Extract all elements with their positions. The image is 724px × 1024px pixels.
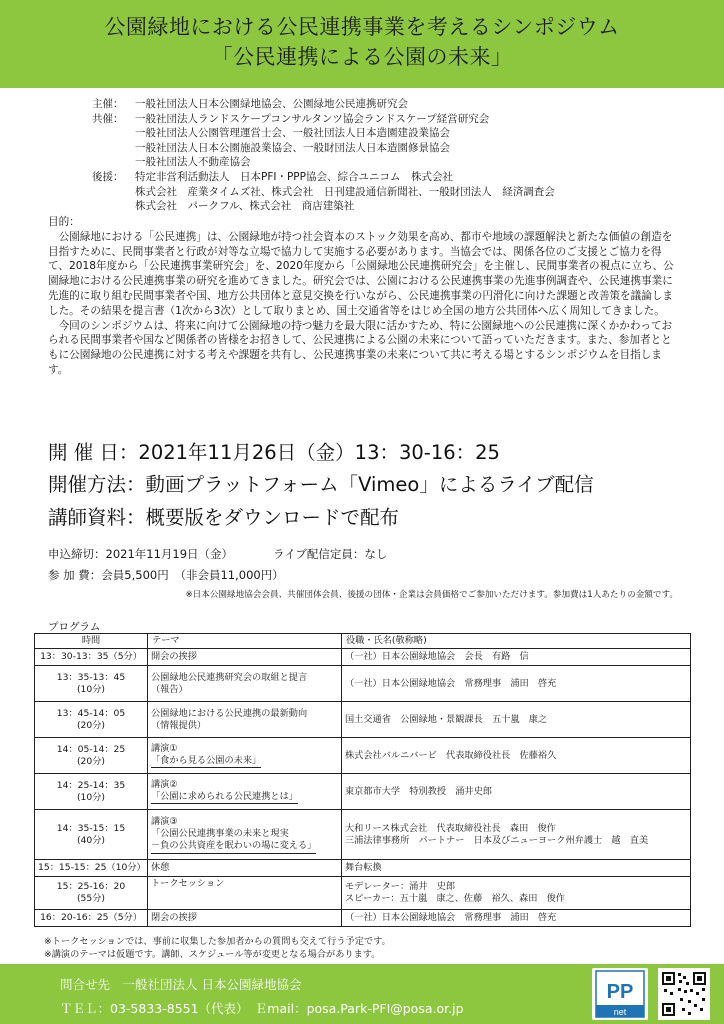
speaker-cell: （一社）日本公園緑地協会 常務理事 浦田 啓充 xyxy=(342,666,691,702)
pp-net-logo-icon xyxy=(592,968,648,1020)
time-cell: 14：25-14：35 (10分) xyxy=(35,774,148,810)
speaker-cell: 大和リース株式会社 代表取締役社長 森田 俊作 三浦法律事務所 パートナー 日本及びニューヨーク州弁護士 越 直美 xyxy=(342,810,691,860)
speaker-cell: （一社）日本公園緑地協会 会長 有路 信 xyxy=(342,649,691,666)
theme-cell: 講演② 「公園に求められる公民連携とは」 xyxy=(148,774,342,810)
col-theme: テーマ xyxy=(148,634,342,649)
purpose-label: 目的： xyxy=(48,216,80,228)
table-header-row xyxy=(35,634,691,649)
col-speaker: 役職・氏名(敬称略) xyxy=(342,634,691,649)
qr-code-icon[interactable] xyxy=(658,968,710,1020)
host-text: 一般社団法人日本公園緑地協会、公園緑地公民連携研究会 xyxy=(135,98,408,110)
table-row xyxy=(35,877,691,910)
purpose-paragraph-1: 公園緑地における「公民連携」は、公園緑地が持つ社会資本のストック効果を高め、都市や地域の課題解決と新たな価値の創造を目指すために、民間事業者と行政が対等な立場で協力して実施する必要があります。当協会では、関係各位のご支援とご協力を得て、2018年度から「公民連携事業研究会」を、2020年度から「公園緑地公民連携研究会」を主催し、民間事業者の視点に立ち、公園緑地における公民連携事業の研究を進めてきました。研究会では、公園における公民連携事業の先進事例調査や、公民連携事業に先進的に取り組む民間事業者や国、地方公共団体と意見交換を行いながら、公民連携事業の円滑化に向けた課題と改善策を議論しました。その結果を提言書（1次から3次）として取りまとめ、国土交通省等をはじめ全国の地方公共団体へ広く周知してきました。 xyxy=(48,230,674,317)
event-date-row xyxy=(48,440,500,466)
theme-cell: トークセッション xyxy=(148,877,342,910)
table-row xyxy=(35,702,691,738)
purpose-section xyxy=(48,215,682,378)
time-cell: 15：25-16：20 (55分) xyxy=(35,877,148,910)
time-cell: 14：05-14：25 (20分) xyxy=(35,738,148,774)
theme-cell: 公園緑地公民連携研究会の取組と提言 （報告） xyxy=(148,666,342,702)
contact-tel-email: ＴＥＬ：03-5833-8551（代表） Ｅmail：posa.Park-PFI@posa.or.jp xyxy=(60,1001,464,1016)
cohost-line: 一般社団法人不動産協会 xyxy=(135,156,251,169)
fee-note: ※日本公園緑地協会会員、共催団体会員、後援の団体・企業は会員価格でご参加いただけます。参加費は1人あたりの金額です。 xyxy=(185,590,678,600)
event-material: 概要版をダウンロードで配布 xyxy=(145,506,400,529)
theme-cell: 開会の挨拶 xyxy=(148,649,342,666)
cohost-line: 一般社団法人公園管理運営士会、一般社団法人日本造園建設業協会 xyxy=(135,127,450,140)
contact-org: 問合せ先 一般社団法人 日本公園緑地協会 xyxy=(60,977,302,992)
theme-cell: 休憩 xyxy=(148,860,342,877)
svg-text:net: net xyxy=(613,1007,627,1017)
time-cell: 16：20-16：25（5分） xyxy=(35,910,148,927)
support-line: 特定非営利活動法人 日本PFI・PPP協会、綜合ユニコム 株式会社 xyxy=(135,170,453,183)
cohost-label: 共催： xyxy=(92,112,124,125)
speaker-cell: モデレーター：涌井 史郎 スピーカー：五十嵐 康之、佐藤 裕久、森田 俊作 xyxy=(342,877,691,910)
theme-cell: 講演③ 「公園公民連携事業の未来と現実 －負の公共資産を眠わいの場に変える」 xyxy=(148,810,342,860)
table-row xyxy=(35,810,691,860)
organizers-block xyxy=(92,97,702,214)
title-banner xyxy=(0,0,724,88)
event-material-label: 講師資料： xyxy=(48,506,146,529)
support-line: 株式会社 パークフル、株式会社 商店建築社 xyxy=(135,200,355,213)
cohost-line: 一般社団法人ランドスケープコンサルタンツ協会ランドスケープ経営研究会 xyxy=(135,112,490,125)
speaker-cell: 国土交通省 公園緑地・景観課長 五十嵐 康之 xyxy=(342,702,691,738)
event-material-row xyxy=(48,505,399,531)
purpose-paragraph-2: 今回のシンポジウムは、将来に向けて公園緑地の持つ魅力を最大限に活かすため、特に公園緑地への公民連携に深くかかわっておられる民間事業者や国など関係者の皆様をお招きして、公民連携による公園の未来について語っていただきます。また、参加者とともに公園緑地の公民連携に対する考えや課題を共有し、公民連携事業の未来について共に考える場とするシンポジウムを目指します。 xyxy=(48,319,673,376)
event-method-row xyxy=(48,472,594,498)
symposium-title: 公園緑地における公民連携事業を考えるシンポジウム xyxy=(104,15,620,39)
table-row xyxy=(35,738,691,774)
speaker-cell: 株式会社バルニバービ 代表取締役社長 佐藤裕久 xyxy=(342,738,691,774)
theme-cell: 閉会の挨拶 xyxy=(148,910,342,927)
table-row xyxy=(35,774,691,810)
table-row xyxy=(35,649,691,666)
footnote: ※講演のテーマは仮題です。講師、スケジュール等が変更となる場合があります。 xyxy=(44,949,381,960)
deadline-row xyxy=(48,546,387,562)
footnote: ※トークセッションでは、事前に収集した参加者からの質問も交えて行う予定です。 xyxy=(44,936,391,947)
program-table xyxy=(34,633,691,927)
host-label: 主催： xyxy=(92,98,124,110)
cohost-line: 一般社団法人日本公園施設業協会、一般財団法人日本造園修景協会 xyxy=(135,141,450,154)
svg-text:PP: PP xyxy=(606,981,634,1003)
event-date: 2021年11月26日（金）13：30-16：25 xyxy=(138,441,500,464)
event-method-label: 開催方法： xyxy=(48,473,146,496)
event-method: 動画プラットフォーム「Vimeo」によるライブ配信 xyxy=(145,473,594,496)
program-title: プログラム xyxy=(48,621,101,633)
contact-footer xyxy=(0,964,724,1024)
time-cell: 13：45-14：05 (20分) xyxy=(35,702,148,738)
table-row xyxy=(35,666,691,702)
table-row xyxy=(35,910,691,927)
speaker-cell: 舞台転換 xyxy=(342,860,691,877)
col-time: 時間 xyxy=(35,634,148,649)
fee: 参 加 費：会員5,500円 （非会員11,000円） xyxy=(48,568,284,582)
time-cell: 13：35-13：45 (10分) xyxy=(35,666,148,702)
symposium-subtitle: 「公民連携による公園の未来」 xyxy=(211,45,513,69)
theme-cell: 公園緑地における公民連携の最新動向 （情報提供） xyxy=(148,702,342,738)
time-cell: 15：15-15：25（10分） xyxy=(35,860,148,877)
event-date-label: 開 催 日： xyxy=(48,441,139,464)
support-line: 株式会社 産業タイムズ社、株式会社 日刊建設通信新聞社、一般財団法人 経済調査会 xyxy=(135,185,555,198)
time-cell: 14：35-15：15 (40分) xyxy=(35,810,148,860)
footnotes xyxy=(44,935,391,961)
capacity: ライブ配信定員：なし xyxy=(273,547,388,561)
speaker-cell: 東京都市大学 特別教授 涌井史郎 xyxy=(342,774,691,810)
table-row xyxy=(35,860,691,877)
time-cell: 13：30-13：35（5分） xyxy=(35,649,148,666)
speaker-cell: （一社）日本公園緑地協会 常務理事 浦田 啓充 xyxy=(342,910,691,927)
deadline: 申込締切：2021年11月19日（金） xyxy=(48,547,234,561)
support-label: 後援： xyxy=(92,170,124,183)
theme-cell: 講演① 「食から見る公園の未来」 xyxy=(148,738,342,774)
